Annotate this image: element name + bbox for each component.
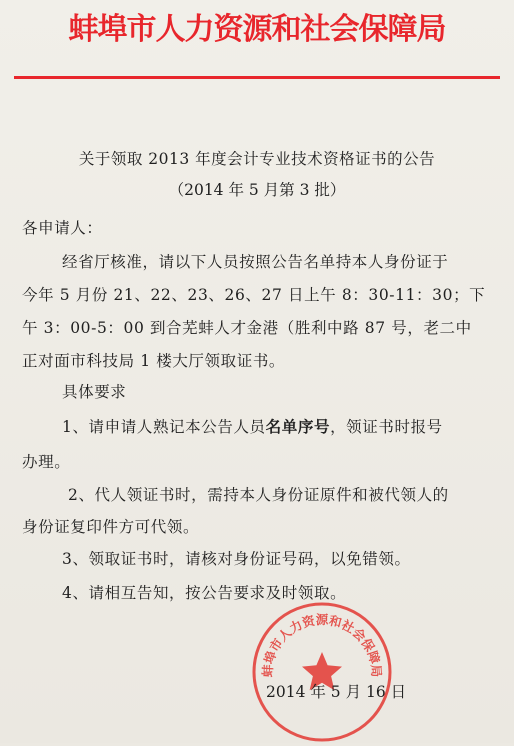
requirement-1-emphasis: 名单序号 [265, 417, 331, 436]
requirement-1-continued: 办理。 [22, 453, 71, 471]
requirement-2: 2、代人领证书时，需持本人身份证原件和被代领人的 [68, 486, 449, 504]
requirement-1-pre: 1、请申请人熟记本公告人员 [62, 418, 266, 436]
body-line-1: 经省厅核准，请以下人员按照公告名单持本人身份证于 [62, 253, 449, 271]
requirement-1-post: ，领证书时报号 [330, 418, 443, 436]
notice-subtitle: （2014 年 5 月第 3 批） [168, 181, 346, 199]
requirements-heading: 具体要求 [62, 383, 127, 401]
requirement-1 [62, 415, 443, 439]
requirement-4: 4、请相互告知，按公告要求及时领取。 [62, 584, 347, 602]
body-line-4: 正对面市科技局 1 楼大厅领取证书。 [22, 352, 286, 370]
requirement-3: 3、领取证书时，请核对身份证号码，以免错领。 [62, 550, 411, 568]
body-line-2: 今年 5 月份 21、22、23、26、27 日上午 8：30-11：30；下 [22, 286, 486, 304]
body-line-3: 午 3：00-5：00 到合芜蚌人才金港（胜利中路 87 号，老二中 [22, 319, 472, 337]
official-seal [248, 598, 396, 746]
seal-text: 蚌埠市人力资源和社会保障局 [259, 612, 385, 678]
requirement-2-continued: 身份证复印件方可代领。 [22, 518, 200, 536]
document-date: 2014 年 5 月 16 日 [266, 683, 407, 701]
salutation: 各申请人： [22, 219, 103, 237]
letterhead-red-rule [14, 76, 500, 79]
notice-title: 关于领取 2013 年度会计专业技术资格证书的公告 [78, 150, 436, 168]
letterhead-title: 蚌埠市人力资源和社会保障局 [68, 12, 446, 47]
